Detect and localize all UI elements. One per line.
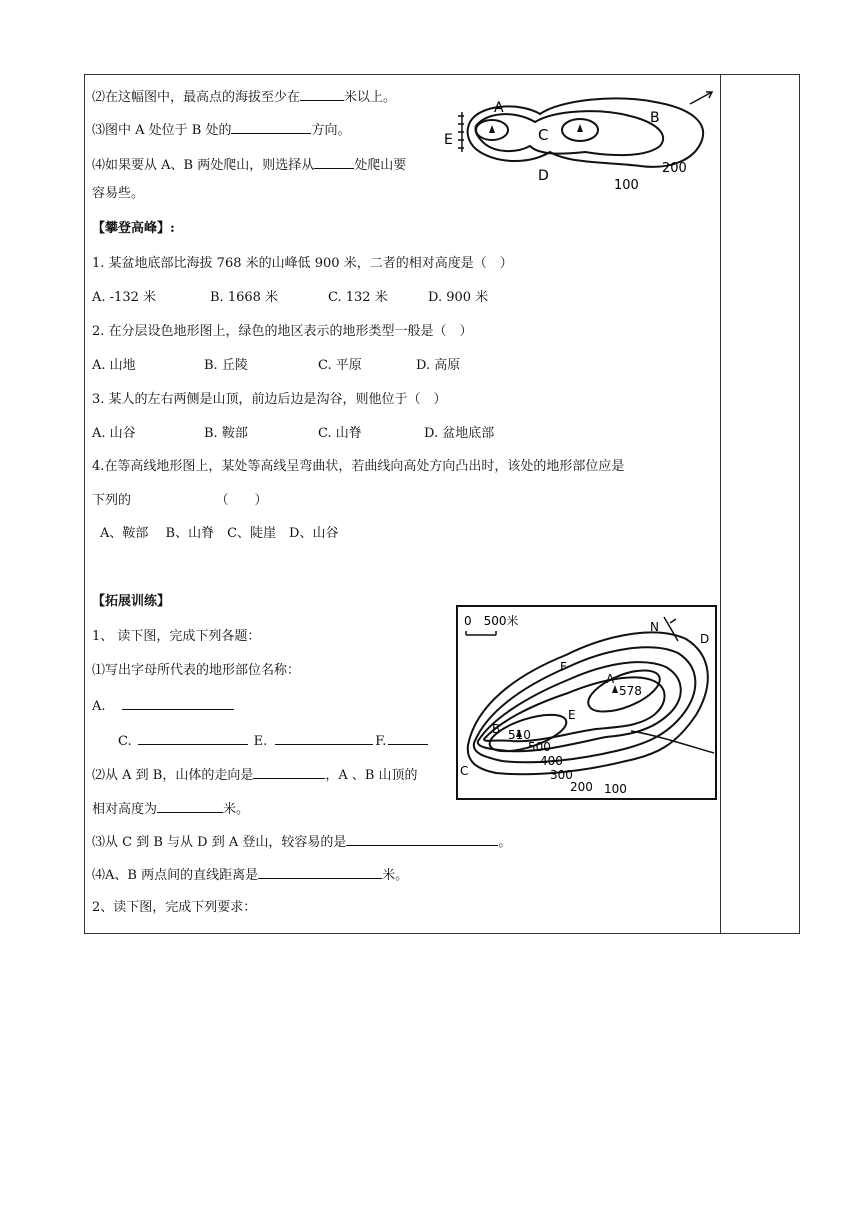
q-climb-choice-cont: 容易些。 (92, 186, 145, 201)
climb-q4-options[interactable]: A、鞍部 B、山脊 C、陡崖 D、山谷 (100, 526, 339, 541)
option[interactable]: D. 盆地底部 (424, 426, 495, 441)
answer-blank[interactable] (253, 765, 325, 779)
map2-peak-a-height: 578 (619, 684, 642, 698)
expand-q1-part2-cont: 相对高度为 米。 (92, 799, 249, 819)
expand-q2-title: 2、读下图，完成下列要求： (92, 900, 257, 915)
map2-label-a: A (606, 672, 615, 686)
climb-q1-options (92, 289, 488, 307)
map2-label-f: F (560, 660, 567, 674)
option[interactable]: A. 山谷 (92, 426, 136, 441)
contour-inner (475, 111, 663, 155)
climb-q3: 3. 某人的左右两侧是山顶，前边后边是沟谷，则他位于（ ） (92, 392, 447, 407)
north-arrow-icon (690, 92, 712, 104)
cliff-marks (458, 112, 464, 152)
map2-scale: 0 500米 (464, 614, 519, 628)
option[interactable]: C. 山脊 (318, 426, 362, 441)
map2-label-d: D (700, 632, 710, 646)
expand-heading: 【拓展训练】 (92, 594, 171, 609)
map1-contour-200: 200 (662, 161, 687, 176)
option[interactable]: C. 平原 (318, 358, 362, 373)
answer-blank[interactable] (346, 832, 498, 846)
map1-label-a: A (494, 100, 504, 116)
map2-contour-300: 300 (550, 768, 573, 782)
map1-label-d: D (538, 168, 549, 184)
option[interactable]: B. 鞍部 (204, 426, 248, 441)
answer-blank[interactable] (122, 696, 234, 710)
answer-blank[interactable] (275, 731, 373, 745)
map1-label-c: C (538, 126, 549, 144)
expand-q1-title: 1、 读下图，完成下列各题： (92, 629, 261, 644)
expand-q1-answers-cef: C. E. F. (118, 731, 428, 751)
answer-blank[interactable] (157, 799, 223, 813)
map2-contour-500: 500 (528, 740, 551, 754)
map2-contour-200: 200 (570, 780, 593, 794)
climb-q2-options (92, 357, 460, 375)
expand-q1-answer-a: A. (92, 696, 234, 716)
climb-q4-line2: 下列的 （ ） (92, 493, 268, 508)
answer-blank[interactable] (388, 731, 428, 745)
map2-contour-100: 100 (604, 782, 627, 796)
option[interactable]: B. 丘陵 (204, 358, 248, 373)
column-divider (720, 74, 721, 934)
map2-label-e: E (568, 708, 576, 722)
map2-contour-400: 400 (540, 754, 563, 768)
peak-c-icon (577, 124, 583, 132)
peak-a-icon (489, 125, 495, 133)
q-highest-altitude: ⑵在这幅图中，最高点的海拔至少在 米以上。 (92, 87, 396, 107)
option[interactable]: D. 高原 (416, 358, 461, 373)
answer-blank[interactable] (258, 865, 382, 879)
option[interactable]: B. 1668 米 (210, 290, 279, 305)
climb-q4-line1: 4.在等高线地形图上，某处等高线呈弯曲状，若曲线向高处方向凸出时，该处的地形部位应是 (92, 459, 625, 474)
climb-q2: 2. 在分层设色地形图上，绿色的地区表示的地形类型一般是（ ） (92, 324, 473, 339)
map1-contour-100: 100 (614, 178, 639, 193)
option[interactable]: A. 山地 (92, 358, 136, 373)
expand-q1-part1: ⑴写出字母所代表的地形部位名称： (92, 663, 301, 678)
contour-map-1 (440, 82, 720, 194)
climb-heading: 【攀登高峰】: (92, 221, 175, 236)
q-climb-choice: ⑷如果要从 A、B 两处爬山，则选择从 处爬山要 (92, 155, 406, 175)
answer-blank[interactable] (138, 731, 248, 745)
map2-peak-b-height: 510 (508, 728, 531, 742)
option[interactable]: D. 900 米 (428, 290, 489, 305)
option[interactable]: C. 132 米 (328, 290, 388, 305)
map1-label-e: E (444, 132, 453, 148)
map1-label-b: B (650, 110, 660, 126)
map2-label-c: C (460, 764, 469, 778)
map2-label-b: B (492, 722, 501, 736)
map2-north: N (650, 620, 659, 634)
answer-blank[interactable] (300, 87, 344, 101)
option[interactable]: A. -132 米 (92, 290, 156, 305)
expand-q1-part4: ⑷A、B 两点间的直线距离是 米。 (92, 865, 408, 885)
q-direction: ⑶图中 A 处位于 B 处的 方向。 (92, 120, 351, 140)
expand-q1-part3: ⑶从 C 到 B 与从 D 到 A 登山，较容易的是 。 (92, 832, 511, 852)
climb-q1: 1. 某盆地底部比海拔 768 米的山峰低 900 米，二者的相对高度是（ ） (92, 256, 513, 271)
answer-blank[interactable] (231, 120, 311, 134)
expand-q1-part2: ⑵从 A 到 B，山体的走向是 ，A 、B 山顶的 (92, 765, 418, 785)
answer-blank[interactable] (314, 155, 354, 169)
climb-q3-options (92, 425, 494, 443)
contour-map-2 (456, 605, 718, 801)
